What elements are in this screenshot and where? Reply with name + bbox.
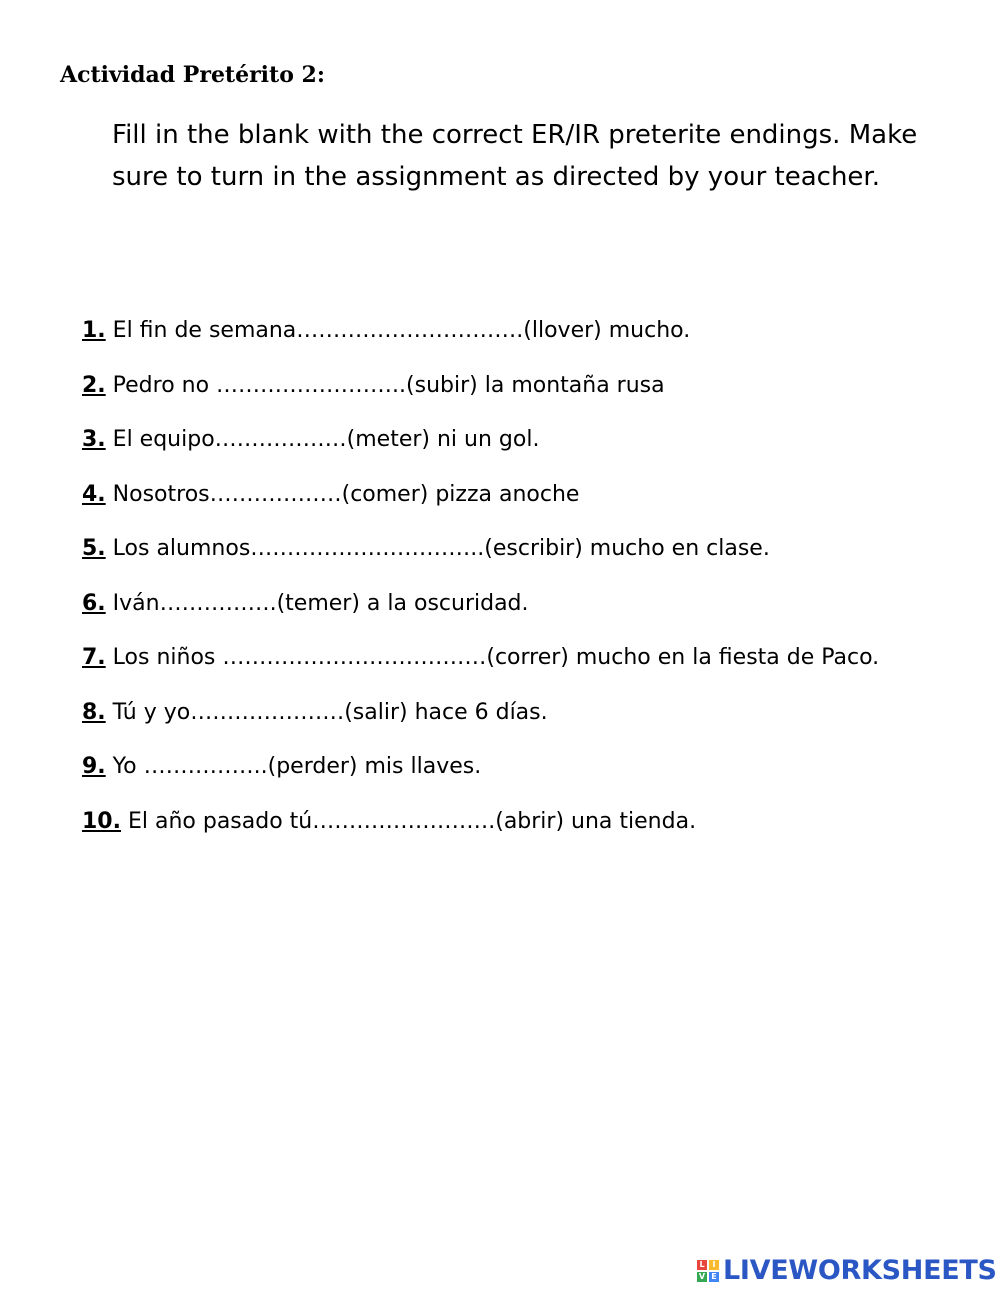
item-text: Nosotros………………(comer) pizza anoche [105,481,580,507]
item-text: Los alumnos…………………………..(escribir) mucho en clase. [105,536,770,561]
exercise-item [82,754,879,809]
exercise-item [82,373,879,428]
item-text: Iván…………….(temer) a la oscuridad. [105,590,529,616]
item-text: El fin de semana………………………….(llover) mucho. [105,318,691,343]
item-text: El año pasado tú…………………….(abrir) una tienda. [120,808,697,834]
exercise-item [82,482,879,537]
exercise-item [82,700,879,755]
item-number: 3. [82,427,106,452]
item-text: El equipo………………(meter) ni un gol. [105,427,540,452]
item-number: 4. [82,481,106,507]
instructions-text: Fill in the blank with the correct ER/IR preterite endings. Make sure to turn in the assignment as directed by your teacher. [112,120,918,192]
exercise-item [82,809,879,864]
logo-block: I [709,1260,719,1270]
item-number: 7. [82,645,106,670]
item-text: Pedro no ……………………..(subir) la montaña rusa [105,372,665,398]
item-text: Los niños ………………………………(correr) mucho en la fiesta de Paco. [105,645,880,670]
liveworksheets-logo [697,1255,997,1286]
logo-text: LIVEWORKSHEETS [723,1255,997,1286]
item-number: 2. [82,372,106,398]
item-number: 10. [82,808,121,834]
logo-block: V [698,1272,706,1281]
item-text: Tú y yo…………………(salir) hace 6 días. [105,699,548,725]
exercise-item [82,645,879,700]
exercise-list [82,318,879,863]
item-text: Yo ……………..(perder) mis llaves. [105,754,482,779]
item-number: 8. [82,699,106,725]
item-number: 1. [82,318,106,343]
worksheet-title: Actividad Pretérito 2: [60,62,325,88]
logo-blocks-icon [697,1260,719,1282]
exercise-item [82,536,879,591]
item-number: 9. [82,754,106,779]
item-number: 5. [82,536,106,561]
logo-block: E [709,1272,719,1282]
exercise-item [82,591,879,646]
exercise-item [82,318,879,373]
logo-block: L [697,1260,707,1270]
exercise-item [82,427,879,482]
item-number: 6. [82,590,106,616]
